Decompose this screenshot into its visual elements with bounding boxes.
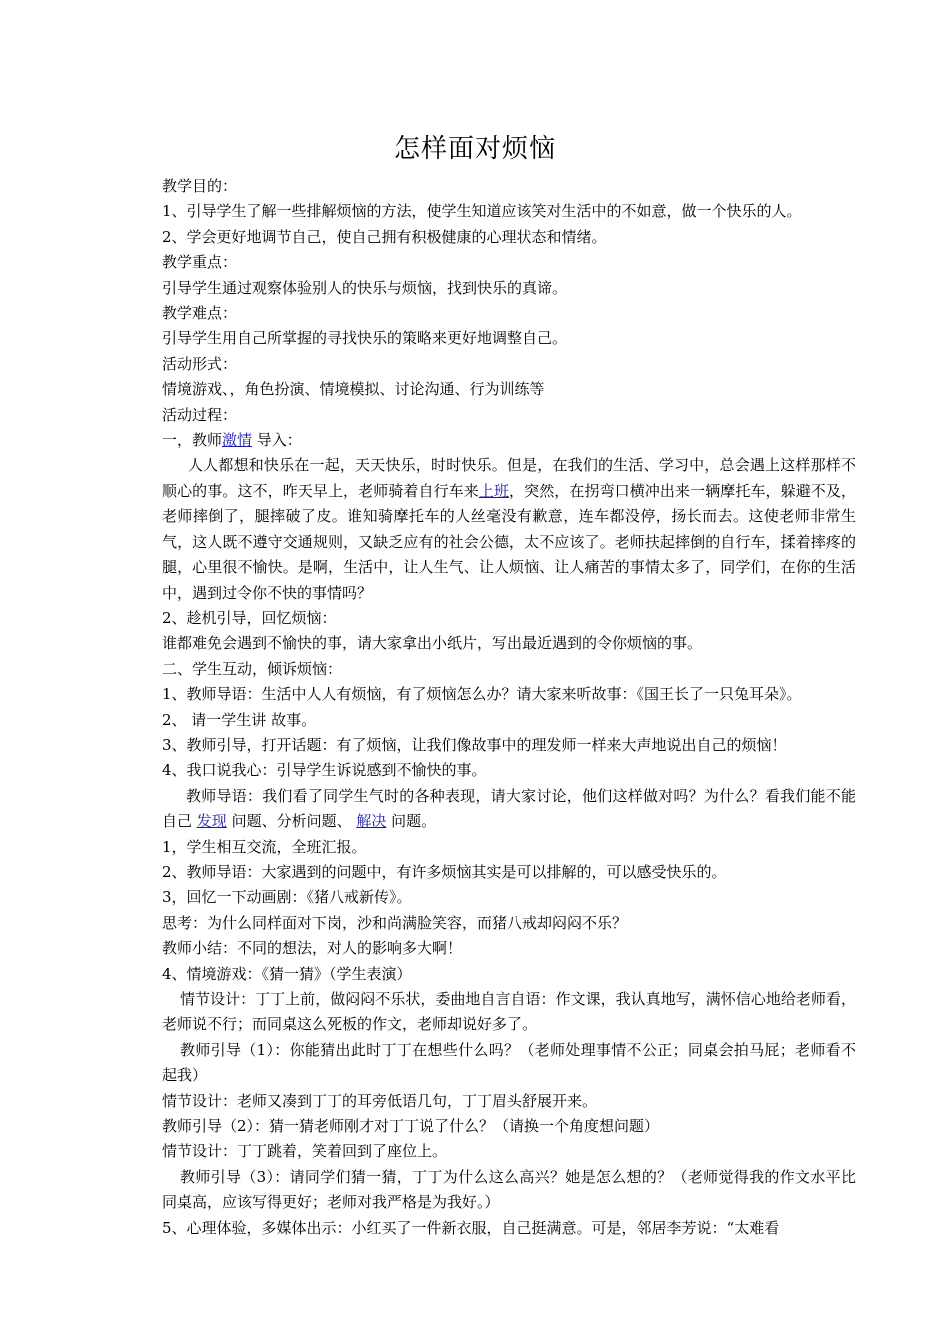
paragraph: 二、学生互动，倾诉烦恼： [162, 659, 343, 678]
link-jiqing[interactable]: 激情 [222, 431, 253, 450]
document-title: 怎样面对烦恼 [393, 134, 556, 164]
paragraph: 1、教师导语：生活中人人有烦恼，有了烦恼怎么办？请大家来听故事：《国王长了一只兔耳朵》。 [162, 685, 802, 704]
text-run: 教师导语：我们看了同学生气时的各种表现，请大家讨论，他们这样做对吗？为什么？看我们能不能自己 [162, 786, 856, 831]
section-heading-difficulties: 教学难点： [162, 304, 238, 323]
section-heading-key-points: 教学重点： [162, 253, 238, 272]
paragraph: 思考：为什么同样面对下岗，沙和尚满脸笑容，而猪八戒却闷闷不乐？ [162, 913, 628, 932]
link-jiejue[interactable]: 解决 [356, 812, 387, 831]
paragraph [162, 453, 856, 605]
paragraph: 情节设计：丁丁跳着，笑着回到了座位上。 [162, 1142, 448, 1161]
text-run: 问题。 [386, 812, 437, 831]
section-heading-activity-forms: 活动形式： [162, 354, 238, 373]
section-heading-objectives: 教学目的： [162, 177, 238, 195]
section-heading-activity-process: 活动过程： [162, 405, 238, 424]
paragraph: 3、教师引导，打开话题：有了烦恼，让我们像故事中的理发师一样来大声地说出自己的烦恼！ [162, 735, 787, 754]
paragraph: 引导学生用自己所掌握的寻找快乐的策略来更好地调整自己。 [162, 329, 568, 348]
paragraph: 5、心理体验，多媒体出示：小红买了一件新衣服，自己挺满意。可是，邻居李芳说：“太难看 [162, 1218, 780, 1237]
paragraph [162, 428, 856, 453]
paragraph: 2、教师导语：大家遇到的问题中，有许多烦恼其实是可以排解的，可以感受快乐的。 [162, 862, 727, 881]
text-run: 导入： [252, 431, 302, 450]
paragraph: 教师引导（1）：你能猜出此时丁丁在想些什么吗？（老师处理事情不公正；同桌会拍马屁；老师看不起我） [162, 1040, 856, 1085]
text-run: ，突然，在拐弯口横冲出来一辆摩托车，躲避不及，老师摔倒了，腿摔破了皮。谁知骑摩托车的人丝毫没有歉意，连车都没停，扬长而去。这使老师非常生气，这人既不遵守交通规则，又缺乏应有的社会公德，太不应该了。老师扶起摔倒的自行车，揉着摔疼的腿，心里很不愉快。是啊，生活中，让人生气、让人烦恼、让人痛苦的事情太多了，同学们，在你的生活中，遇到过令你不快的事情吗？ [162, 481, 856, 602]
paragraph: 4、情境游戏：《猜一猜》（学生表演） [162, 964, 412, 983]
paragraph: 教师小结：不同的想法，对人的影响多大啊！ [162, 939, 463, 958]
paragraph: 2、 请一学生讲 故事。 [162, 710, 317, 729]
paragraph: 情节设计：老师又凑到丁丁的耳旁低语几句，丁丁眉头舒展开来。 [162, 1091, 598, 1110]
paragraph: 教师引导（3）：请同学们猜一猜，丁丁为什么这么高兴？她是怎么想的？（老师觉得我的作文水平比同桌高，应该写得更好；老师对我严格是为我好。） [162, 1167, 856, 1212]
text-run: 一，教师 [162, 431, 223, 450]
paragraph: 3，回忆一下动画剧：《猪八戒新传》。 [162, 888, 412, 907]
paragraph: 2、学会更好地调节自己，使自己拥有积极健康的心理状态和情绪。 [162, 227, 607, 246]
paragraph: 1，学生相互交流，全班汇报。 [162, 837, 367, 856]
link-faxian[interactable]: 发现 [196, 812, 227, 831]
paragraph: 1、引导学生了解一些排解烦恼的方法，使学生知道应该笑对生活中的不如意，做一个快乐的人。 [162, 202, 802, 221]
paragraph: 2、趁机引导，回忆烦恼： [162, 608, 337, 627]
paragraph: 情境游戏、，角色扮演、情境模拟、讨论沟通、行为训练等 [162, 380, 545, 399]
text-run: 问题、分析问题、 [226, 812, 357, 831]
text-run: 人人都想和快乐在一起，天天快乐，时时快乐。但是，在我们的生活、学习中，总会遇上这样那样不顺心的事。这不，昨天早上，老师骑着自行车来 [162, 456, 856, 500]
paragraph: 情节设计：丁丁上前，做闷闷不乐状，委曲地自言自语：作文课，我认真地写，满怀信心地给老师看，老师说不行；而同桌这么死板的作文，老师却说好多了。 [162, 990, 856, 1034]
link-shangban[interactable]: 上班 [478, 481, 510, 500]
paragraph: 引导学生通过观察体验别人的快乐与烦恼，找到快乐的真谛。 [162, 278, 568, 297]
paragraph: 4、我口说我心：引导学生诉说感到不愉快的事。 [162, 761, 487, 780]
paragraph: 教师引导（2）：猜一猜老师刚才对丁丁说了什么？（请换一个角度想问题） [162, 1117, 660, 1136]
document-body [162, 174, 856, 1241]
paragraph: 谁都难免会遇到不愉快的事，请大家拿出小纸片，写出最近遇到的令你烦恼的事。 [162, 634, 703, 653]
paragraph [162, 784, 856, 835]
